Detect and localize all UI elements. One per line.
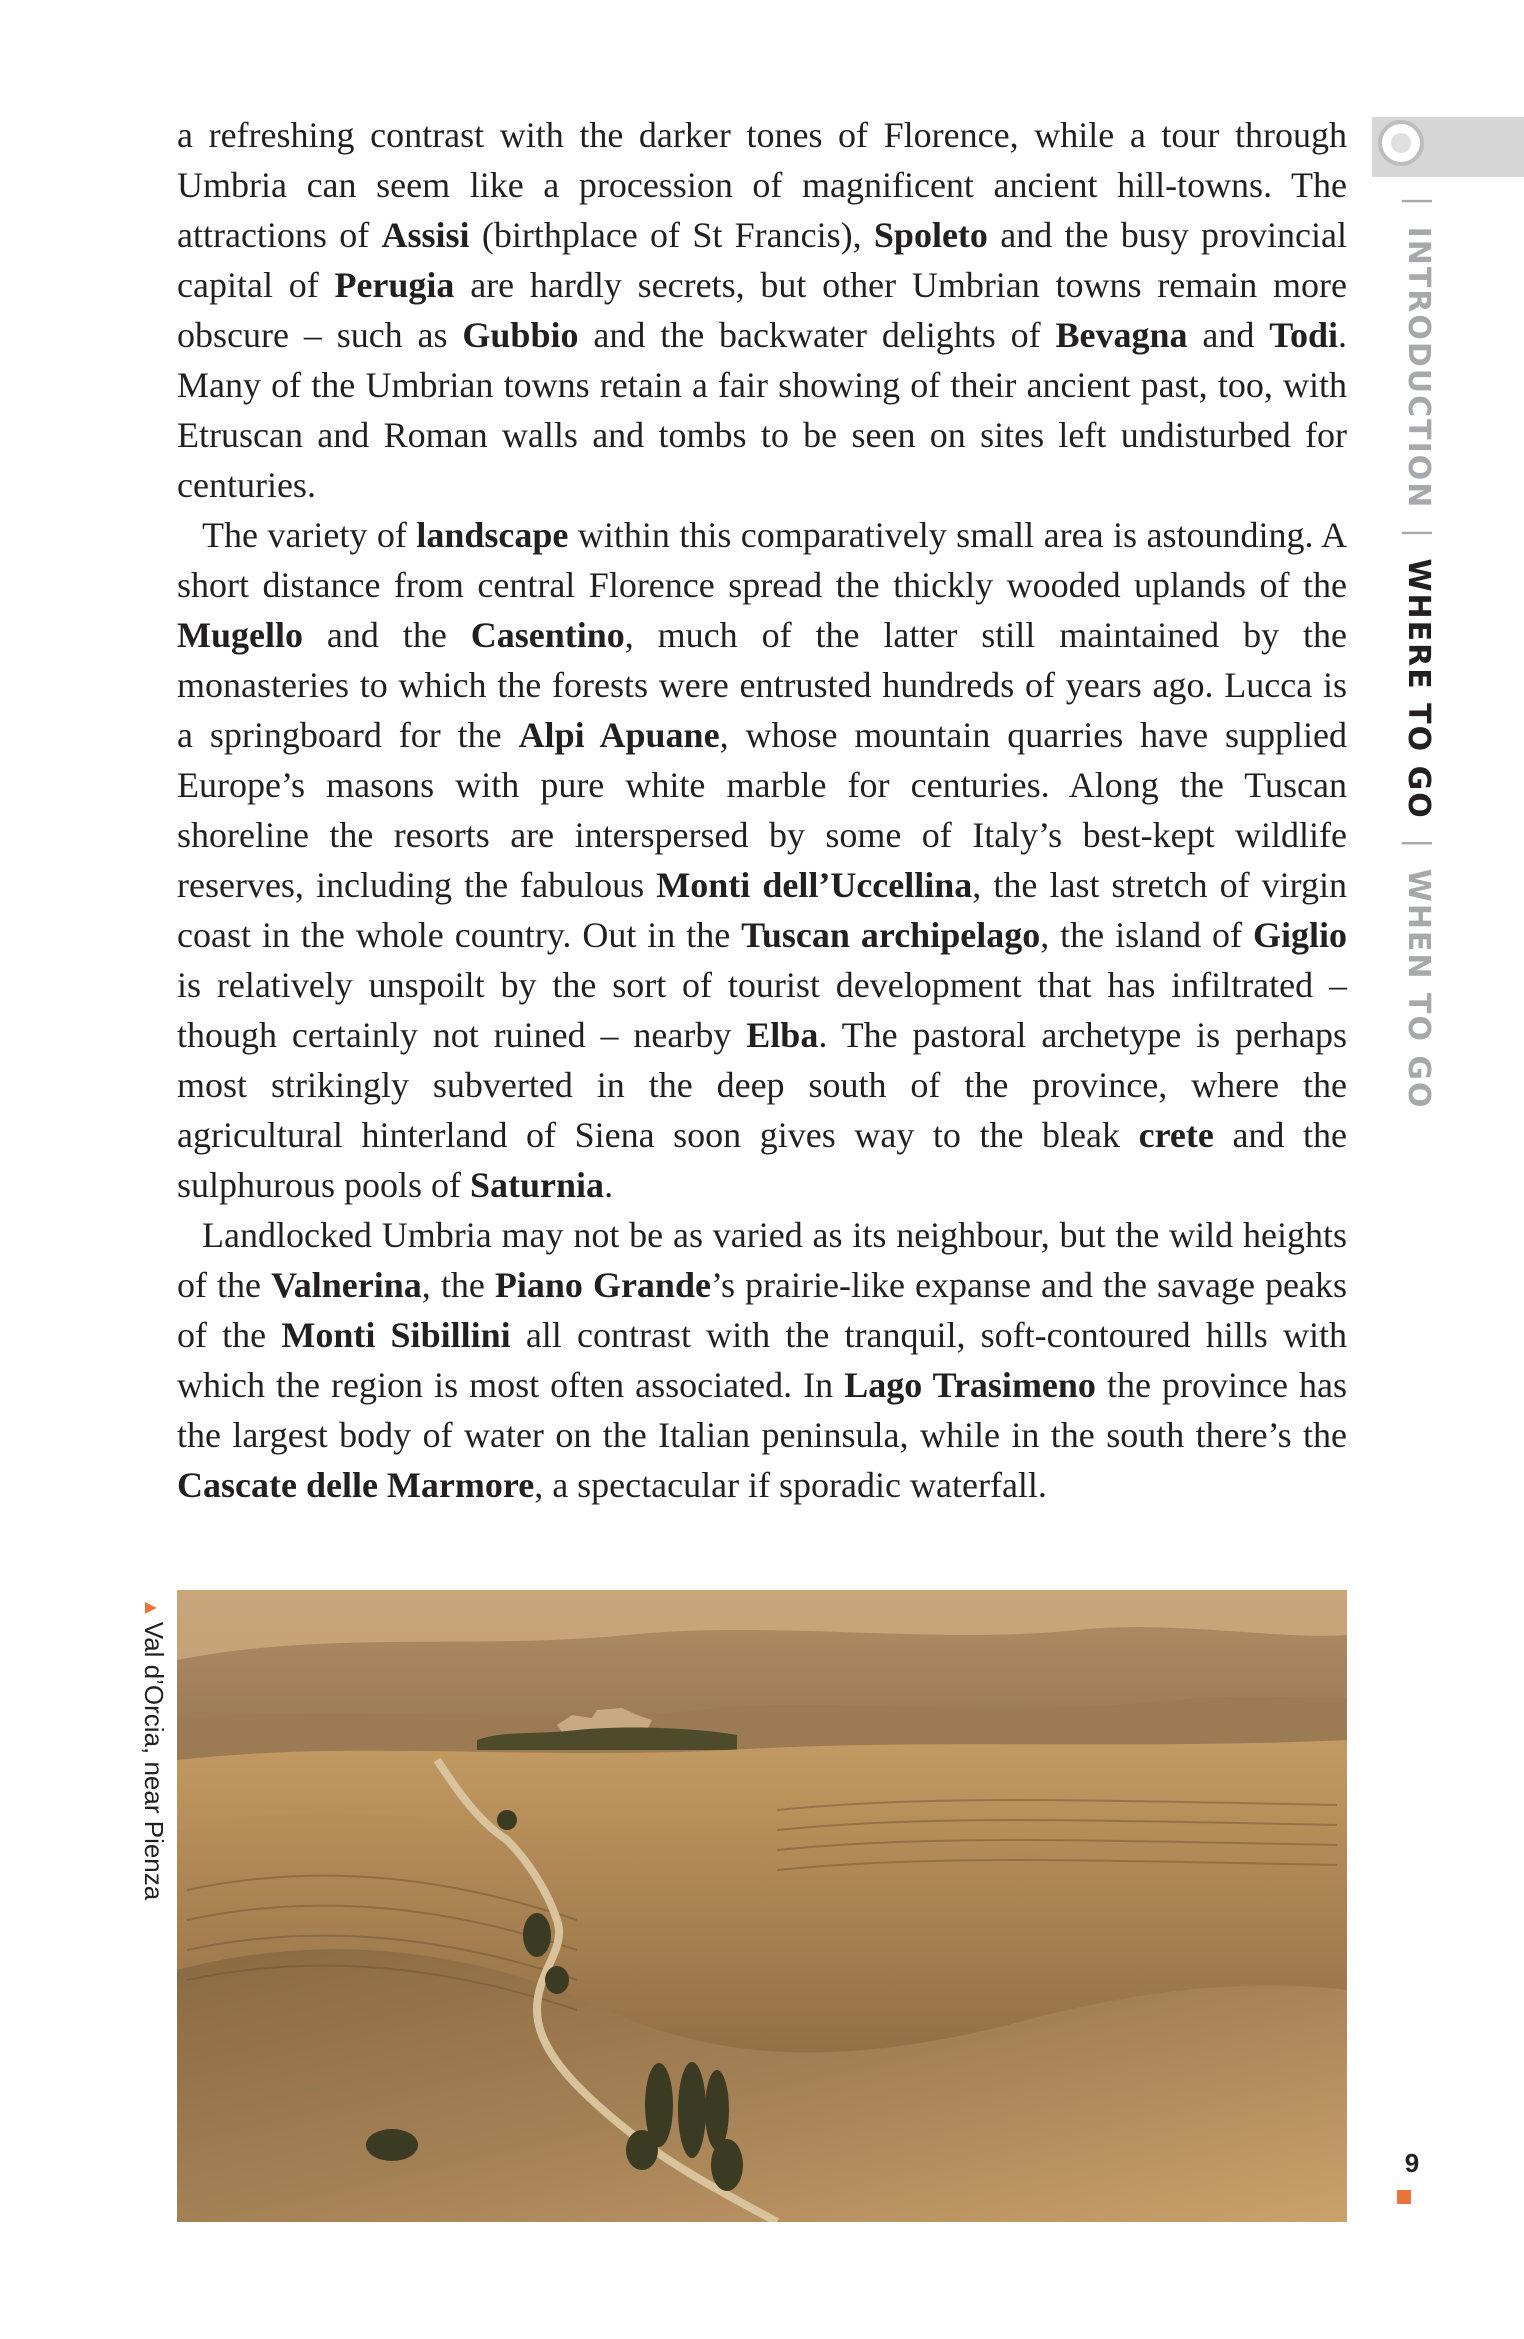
text-run: a refreshing contrast with the darker tones of Florence, while a tour through Umbria can seem like a procession of magnificent ancient hill-towns. The attractions of [177, 115, 1347, 255]
photo-caption [140, 1598, 170, 1998]
text-run: , whose mountain quarries have supplied Europe’s masons with pure white marble for centuries. Along the Tuscan shoreline the resorts are interspersed by some of Italy’s best-kept wildlife reserves, including the fabulous [177, 715, 1347, 905]
text-run: and the sulphurous pools of [177, 1115, 1347, 1205]
text-run: Landlocked Umbria may not be as varied as its neighbour, but the wild heights of the [177, 1215, 1347, 1305]
text-run: , the island of [1040, 915, 1253, 955]
bold-place-name: Alpi Apuane [518, 715, 720, 755]
text-run: and the backwater delights of [578, 315, 1056, 355]
bold-place-name: Mugello [177, 615, 303, 655]
bold-place-name: Giglio [1252, 915, 1347, 955]
nav-introduction: INTRODUCTION [1401, 226, 1436, 510]
text-run: ’s prairie-like expanse and the savage peaks of the [177, 1265, 1348, 1355]
nav-when-to-go: WHEN TO GO [1401, 868, 1436, 1110]
page-marker [1397, 2190, 1411, 2204]
text-run: are hardly secrets, but other Umbrian towns remain more obscure – such as [177, 265, 1347, 355]
paragraph-1 [177, 110, 1347, 510]
nav-separator: | [1401, 196, 1436, 209]
bold-place-name: Lago Trasimeno [844, 1365, 1096, 1405]
landscape-photo [177, 1590, 1347, 2222]
paragraph-2 [177, 510, 1347, 1210]
caption-text: Val d’Orcia, near Pienza [139, 1621, 169, 1901]
bold-place-name: Monti dell’Uccellina [656, 865, 973, 905]
page-number: 9 [1404, 2148, 1420, 2178]
text-run: and the [302, 615, 471, 655]
bold-place-name: Saturnia [470, 1165, 605, 1205]
chapter-navigation [1400, 190, 1440, 1110]
bold-place-name: Todi [1269, 315, 1338, 355]
bold-place-name: Tuscan archipelago [741, 915, 1041, 955]
bold-place-name: Elba [746, 1015, 819, 1055]
bold-place-name: Monti Sibillini [281, 1315, 511, 1355]
bold-place-name: Spoleto [873, 215, 988, 255]
text-run: within this comparatively small area is astounding. A short distance from central Florence spread the thickly wooded uplands of the [177, 515, 1347, 605]
text-run: The variety of [202, 515, 417, 555]
bold-place-name: Valnerina [271, 1265, 422, 1305]
bold-place-name: Piano Grande [494, 1265, 711, 1305]
text-run: , the [421, 1265, 495, 1305]
text-run: and [1187, 315, 1270, 355]
nav-separator: | [1401, 527, 1436, 540]
text-run: . [604, 1165, 614, 1205]
section-circle-icon [1378, 120, 1424, 166]
bold-place-name: Casentino [470, 615, 625, 655]
text-run: . Many of the Umbrian towns retain a fair showing of their ancient past, too, with Etruscan and Roman walls and tombs to be seen on sites left undisturbed for centuries. [177, 315, 1347, 505]
bold-place-name: landscape [416, 515, 569, 555]
text-run: the province has the largest body of water on the Italian peninsula, while in the south there’s the [177, 1365, 1347, 1455]
nav-separator: | [1401, 838, 1436, 851]
bold-place-name: Cascate delle Marmore [177, 1465, 535, 1505]
text-run: is relatively unspoilt by the sort of tourist development that has infiltrated – though certainly not ruined – nearby [177, 965, 1347, 1055]
text-run: , much of the latter still maintained by the monasteries to which the forests were entrusted hundreds of years ago. Lucca is a springboard for the [177, 615, 1347, 755]
text-run: , a spectacular if sporadic waterfall. [534, 1465, 1047, 1505]
bold-place-name: crete [1138, 1115, 1214, 1155]
bold-place-name: Gubbio [462, 315, 579, 355]
text-run: (birthplace of St Francis), [469, 215, 874, 255]
bold-place-name: Assisi [381, 215, 470, 255]
tuscan-hills-image [177, 1590, 1347, 2222]
text-run: and the busy provincial capital of [177, 215, 1348, 305]
paragraph-3 [177, 1210, 1347, 1510]
nav-where-to-go: WHERE TO GO [1401, 558, 1436, 820]
caption-triangle-icon: ▲ [140, 1598, 162, 1618]
bold-place-name: Perugia [334, 265, 455, 305]
body-text [177, 110, 1347, 1510]
text-run: all contrast with the tranquil, soft-contoured hills with which the region is most often associated. In [177, 1315, 1347, 1405]
text-run: , the last stretch of virgin coast in the whole country. Out in the [177, 865, 1348, 955]
text-run: . The pastoral archetype is perhaps most strikingly subverted in the deep south of the province, where the agricultural hinterland of Siena soon gives way to the bleak [177, 1015, 1347, 1155]
bold-place-name: Bevagna [1055, 315, 1188, 355]
